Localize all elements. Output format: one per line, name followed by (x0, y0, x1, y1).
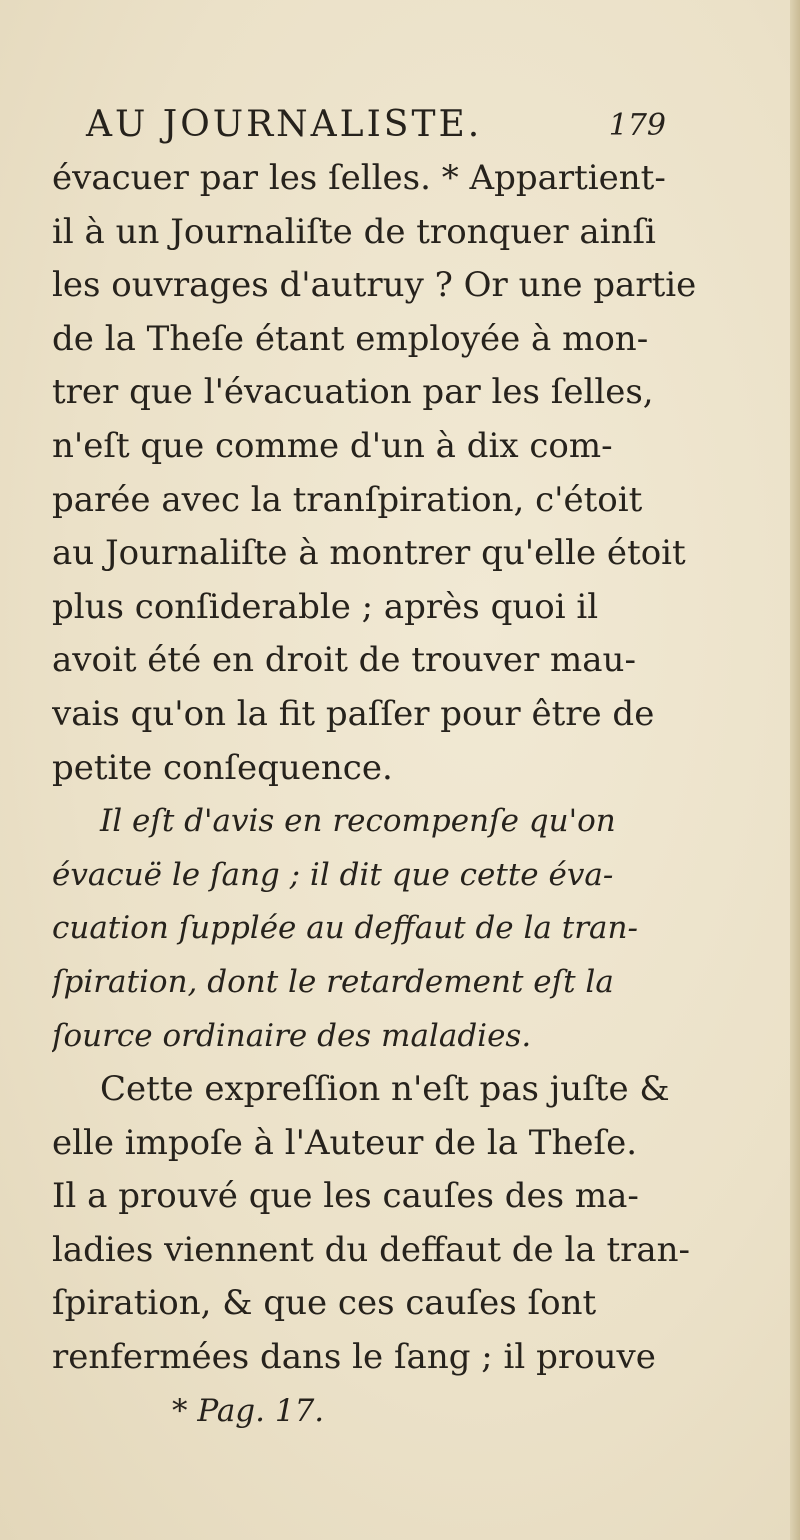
text-line: il à un Journaliſte de tronquer ainſi (52, 211, 656, 252)
page-number: 179 (608, 108, 666, 143)
text-line: petite conſequence. (52, 747, 393, 788)
italic-quote-line: cuation ſupplée au deffaut de la tran- (52, 910, 638, 947)
footnote: * Pag. 17. (172, 1392, 325, 1429)
text-line: avoit été en droit de trouver mau- (52, 640, 636, 681)
running-head-title: AU JOURNALISTE. (86, 104, 483, 145)
text-line: renfermées dans le ſang ; il prouve (52, 1337, 656, 1378)
body-text (52, 152, 752, 1438)
running-head (86, 104, 666, 154)
text-line: Cette expreſſion n'eſt pas juſte & (100, 1069, 670, 1110)
italic-quote-line: ſpiration, dont le retardement eſt la (52, 963, 614, 1000)
italic-quote-line: ſource ordinaire des maladies. (52, 1017, 532, 1054)
text-line: au Journaliſte à montrer qu'elle étoit (52, 533, 686, 574)
text-line: de la Theſe étant employée à mon- (52, 318, 649, 359)
italic-quote-line: évacuë le ſang ; il dit que cette éva- (52, 856, 614, 893)
text-line: n'eſt que comme d'un à dix com- (52, 425, 613, 466)
text-line: plus conſiderable ; après quoi il (52, 586, 599, 627)
page-edge (790, 0, 800, 1540)
text-line: trer que l'évacuation par les ſelles, (52, 372, 654, 413)
text-line: ladies viennent du deffaut de la tran- (52, 1229, 691, 1270)
text-line: vais qu'on la fit paſſer pour être de (52, 693, 655, 734)
text-line: parée avec la tranſpiration, c'étoit (52, 479, 643, 520)
italic-quote-line: Il eſt d'avis en recompenſe qu'on (100, 803, 616, 840)
text-line: évacuer par les ſelles. * Appartient- (52, 158, 666, 198)
text-line: elle impoſe à l'Auteur de la Theſe. (52, 1122, 638, 1163)
text-line: Il a prouvé que les cauſes des ma- (52, 1176, 639, 1217)
text-line: les ouvrages d'autruy ? Or une partie (52, 265, 697, 306)
text-line: ſpiration, & que ces cauſes ſont (52, 1283, 597, 1324)
